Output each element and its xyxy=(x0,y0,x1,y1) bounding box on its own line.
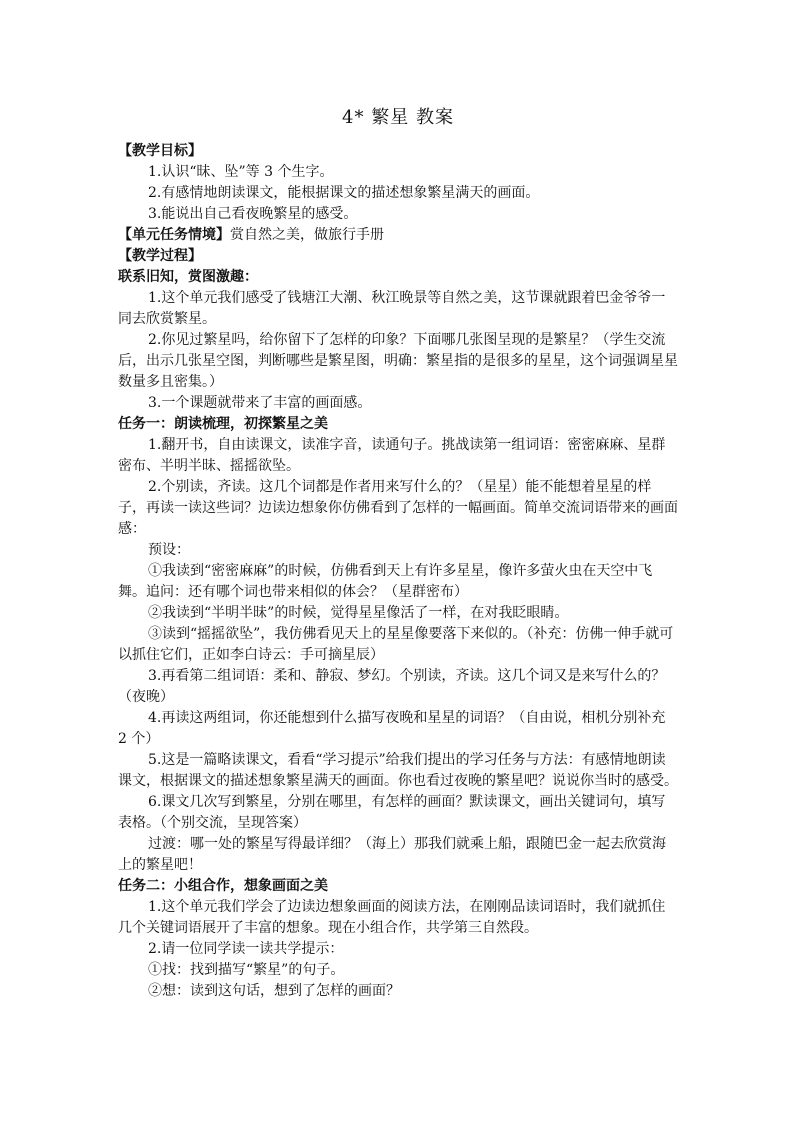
paragraph: 1.翻开书，自由读课文，读准字音，读通句子。挑战读第一组词语：密密麻麻、星群密布、半明半昧、摇摇欲坠。 xyxy=(118,437,666,474)
paragraph: 2.请一位同学读一读共学提示： xyxy=(148,941,344,957)
paragraph: 预设： xyxy=(148,542,190,558)
paragraph: 1.这个单元我们感受了钱塘江大潮、秋江晚景等自然之美，这节课就跟着巴金爷爷一同去欣赏繁星。 xyxy=(118,290,666,327)
paragraph: 3.一个课题就带来了丰富的画面感。 xyxy=(148,395,372,411)
task2-title: 任务二：小组合作，想象画面之美 xyxy=(118,878,328,894)
paragraph: 3.再看第二组词语：柔和、静寂、梦幻。个别读，齐读。这几个词又是来写什么的？（夜晚） xyxy=(118,668,666,705)
unit-task-label: 【单元任务情境】 xyxy=(118,227,230,243)
paragraph: 6.课文几次写到繁星，分别在哪里，有怎样的画面？默读课文，画出关键词句，填写表格。（个别交流，呈现答案） xyxy=(118,794,666,831)
goal-header: 【教学目标】 xyxy=(118,143,202,159)
goal-item: 3.能说出自己看夜晚繁星的感受。 xyxy=(148,206,358,222)
goal-item: 2.有感情地朗读课文，能根据课文的描述想象繁星满天的画面。 xyxy=(148,185,540,201)
paragraph: ②想：读到这句话，想到了怎样的画面？ xyxy=(148,983,400,999)
paragraph: 2.你见过繁星吗，给你留下了怎样的印象？下面哪几张图呈现的是繁星？（学生交流后，出示几张星空图，判断哪些是繁星图，明确：繁星指的是很多的星星，这个词强调星星数量多且密集。） xyxy=(118,332,678,390)
document-page xyxy=(118,103,678,1002)
process-header: 【教学过程】 xyxy=(118,248,202,264)
unit-task-line xyxy=(118,225,678,246)
page-title: 4* 繁星 教案 xyxy=(342,107,454,128)
paragraph: 过渡：哪一处的繁星写得最详细？（海上）那我们就乘上船，跟随巴金一起去欣赏海上的繁星吧！ xyxy=(118,836,666,873)
paragraph: 4.再读这两组词，你还能想到什么描写夜晚和星星的词语？（自由说，相机分别补充 2 个） xyxy=(118,710,670,747)
section1-title: 联系旧知，赏图激趣： xyxy=(118,269,258,285)
paragraph: ①我读到“密密麻麻”的时候，仿佛看到天上有许多星星，像许多萤火虫在天空中飞舞。追问：还有哪个词也带来相似的体会？（星群密布） xyxy=(118,563,653,600)
unit-task-text: 赏自然之美，做旅行手册 xyxy=(230,227,384,243)
paragraph: ②我读到“半明半昧”的时候，觉得星星像活了一样，在对我眨眼睛。 xyxy=(148,605,569,621)
paragraph: 2.个别读，齐读。这几个词都是作者用来写什么的？（星星）能不能想着星星的样子，再读一读这些词？边读边想象你仿佛看到了怎样的一幅画面。简单交流词语带来的画面感： xyxy=(118,479,678,537)
paragraph: ①找：找到描写“繁星”的句子。 xyxy=(148,962,345,978)
paragraph: ③读到“摇摇欲坠”，我仿佛看见天上的星星像要落下来似的。（补充：仿佛一伸手就可以抓住它们，正如李白诗云：手可摘星辰） xyxy=(118,626,674,663)
paragraph: 5.这是一篇略读课文，看看“学习提示”给我们提出的学习任务与方法：有感情地朗读课文，根据课文的描述想象繁星满天的画面。你也看过夜晚的繁星吧？说说你当时的感受。 xyxy=(118,752,678,789)
goal-item: 1.认识“昧、坠”等 3 个生字。 xyxy=(148,164,334,180)
task1-title: 任务一：朗读梳理，初探繁星之美 xyxy=(118,416,328,432)
paragraph: 1.这个单元我们学会了边读边想象画面的阅读方法，在刚刚品读词语时，我们就抓住几个关键词语展开了丰富的想象。现在小组合作，共学第三自然段。 xyxy=(118,899,666,936)
